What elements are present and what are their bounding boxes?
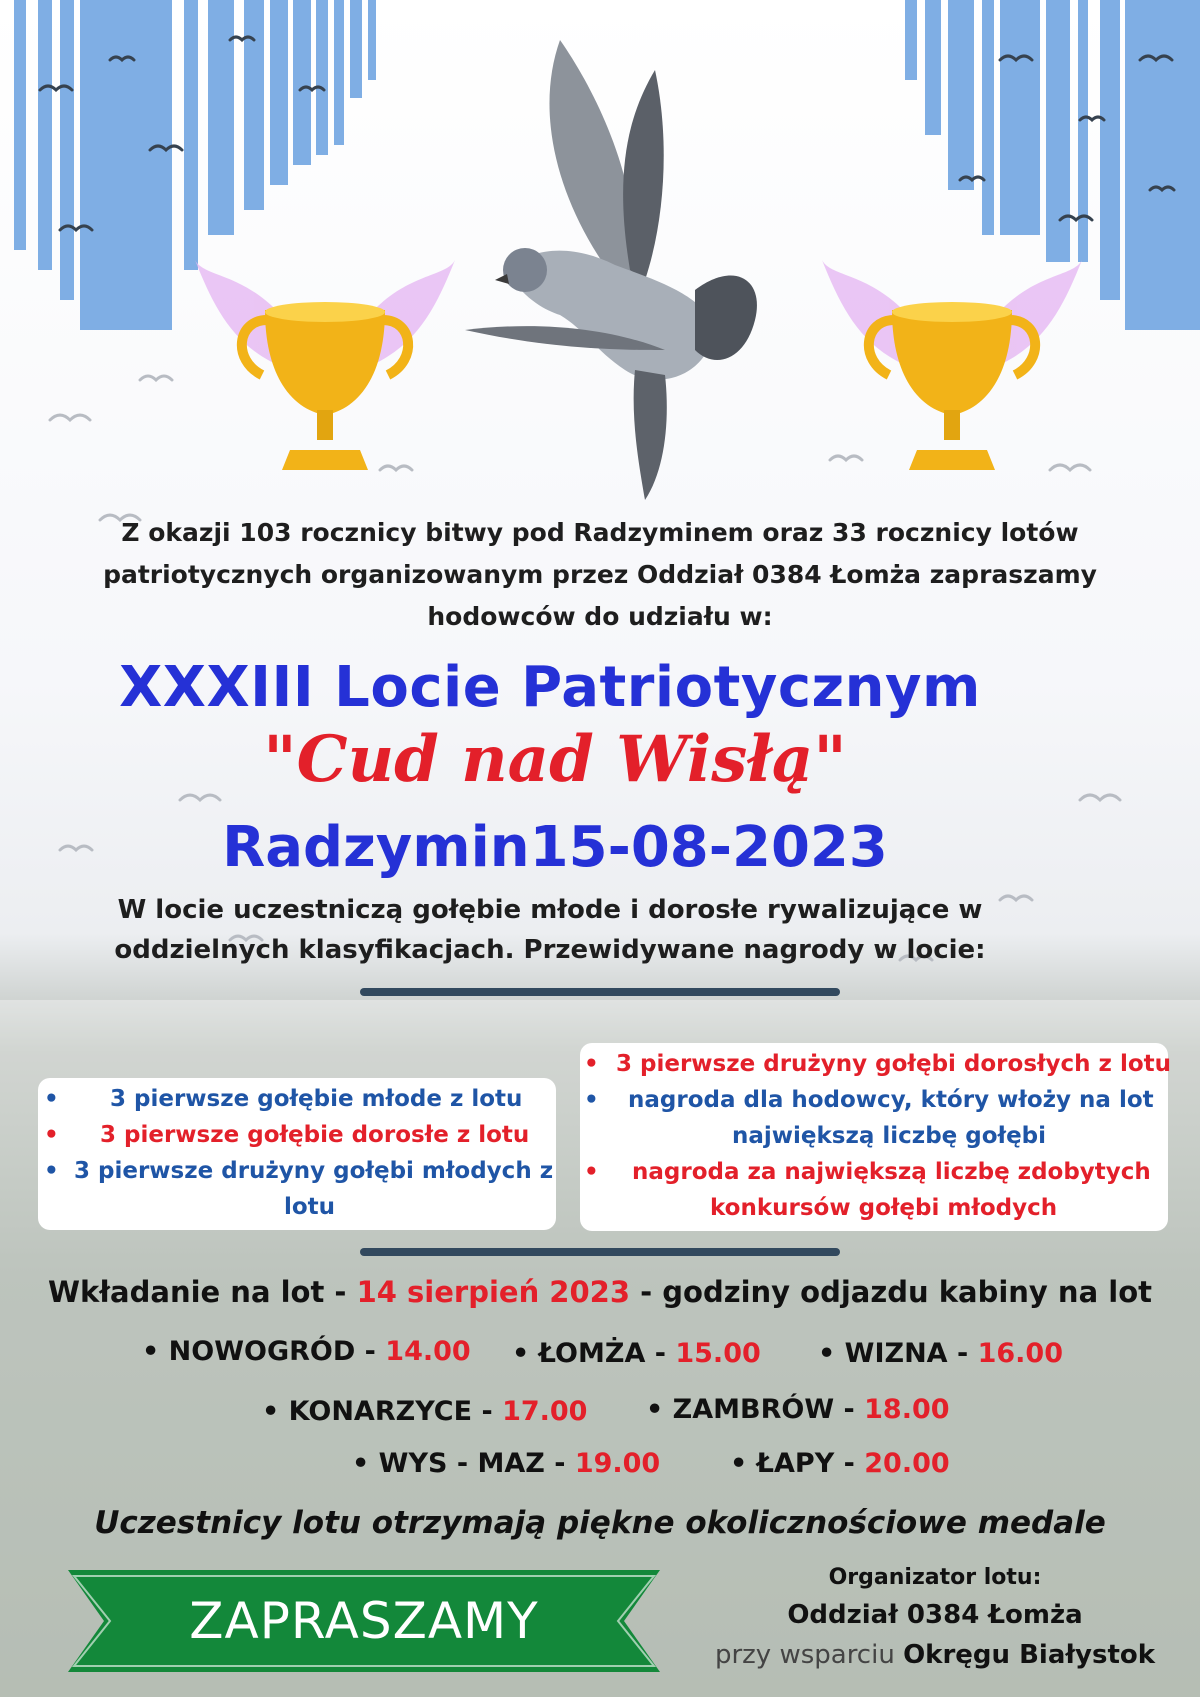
intro-line: hodowców do udziału w: bbox=[427, 602, 773, 631]
schedule-item: • ZAMBRÓW - 18.00 bbox=[646, 1394, 950, 1425]
intro-text bbox=[80, 512, 1120, 638]
divider bbox=[360, 988, 840, 996]
basketing-date: 14 sierpień 2023 bbox=[356, 1275, 631, 1309]
trophy-icon bbox=[822, 250, 1082, 490]
intro-line: patriotycznych organizowanym przez Oddział 0384 Łomża zapraszamy bbox=[103, 560, 1097, 589]
support-name: Okręgu Białystok bbox=[903, 1640, 1156, 1670]
description-line: oddzielnych klasyfikacjach. Przewidywane nagrody w locie: bbox=[114, 935, 986, 965]
medals-note: Uczestnicy lotu otrzymają piękne okolicznościowe medale bbox=[94, 1505, 1106, 1541]
intro-line: Z okazji 103 rocznicy bitwy pod Radzyminem oraz 33 rocznicy lotów bbox=[121, 518, 1079, 547]
divider bbox=[360, 1248, 840, 1256]
description-line: W locie uczestniczą gołębie młode i dorosłe rywalizujące w bbox=[117, 895, 983, 925]
schedule-item: • WIZNA - 16.00 bbox=[818, 1338, 1063, 1369]
organizer-support bbox=[690, 1640, 1180, 1670]
organizer-label: Organizator lotu: bbox=[828, 1565, 1042, 1590]
trophy-icon bbox=[195, 250, 455, 490]
schedule-item: • ŁOMŻA - 15.00 bbox=[512, 1338, 761, 1369]
prizes-right-box: • 3 pierwsze drużyny gołębi dorosłych z lotu • nagroda dla hodowcy, który włoży na lot największą liczbę gołębi • nagroda za największą liczbę zdobytych konkursów gołębi młodych bbox=[580, 1043, 1168, 1231]
cta-zapraszamy: ZAPRASZAMY bbox=[189, 1592, 539, 1650]
basketing-suffix: - godziny odjazdu kabiny na lot bbox=[630, 1275, 1152, 1309]
event-title: XXXIII Locie Patriotycznym bbox=[119, 655, 981, 720]
schedule-item: • KONARZYCE - 17.00 bbox=[262, 1396, 588, 1427]
support-prefix: przy wsparciu bbox=[714, 1640, 904, 1670]
schedule-item: • NOWOGRÓD - 14.00 bbox=[142, 1336, 471, 1367]
pigeon-photo bbox=[465, 30, 785, 510]
schedule-item: • ŁAPY - 20.00 bbox=[730, 1448, 950, 1479]
basketing-info bbox=[0, 1275, 1200, 1309]
description bbox=[100, 890, 1000, 970]
prizes-left-box: • 3 pierwsze gołębie młode z lotu • 3 pierwsze gołębie dorosłe z lotu • 3 pierwsze drużyny gołębi młodych z lotu bbox=[38, 1078, 556, 1230]
event-slogan: "Cud nad Wisłą" bbox=[263, 722, 847, 797]
basketing-prefix: Wkładanie na lot - bbox=[48, 1275, 357, 1309]
event-place-date: Radzymin15-08-2023 bbox=[222, 815, 888, 880]
organizer-name: Oddział 0384 Łomża bbox=[787, 1600, 1083, 1630]
schedule-item: • WYS - MAZ - 19.00 bbox=[352, 1448, 661, 1479]
